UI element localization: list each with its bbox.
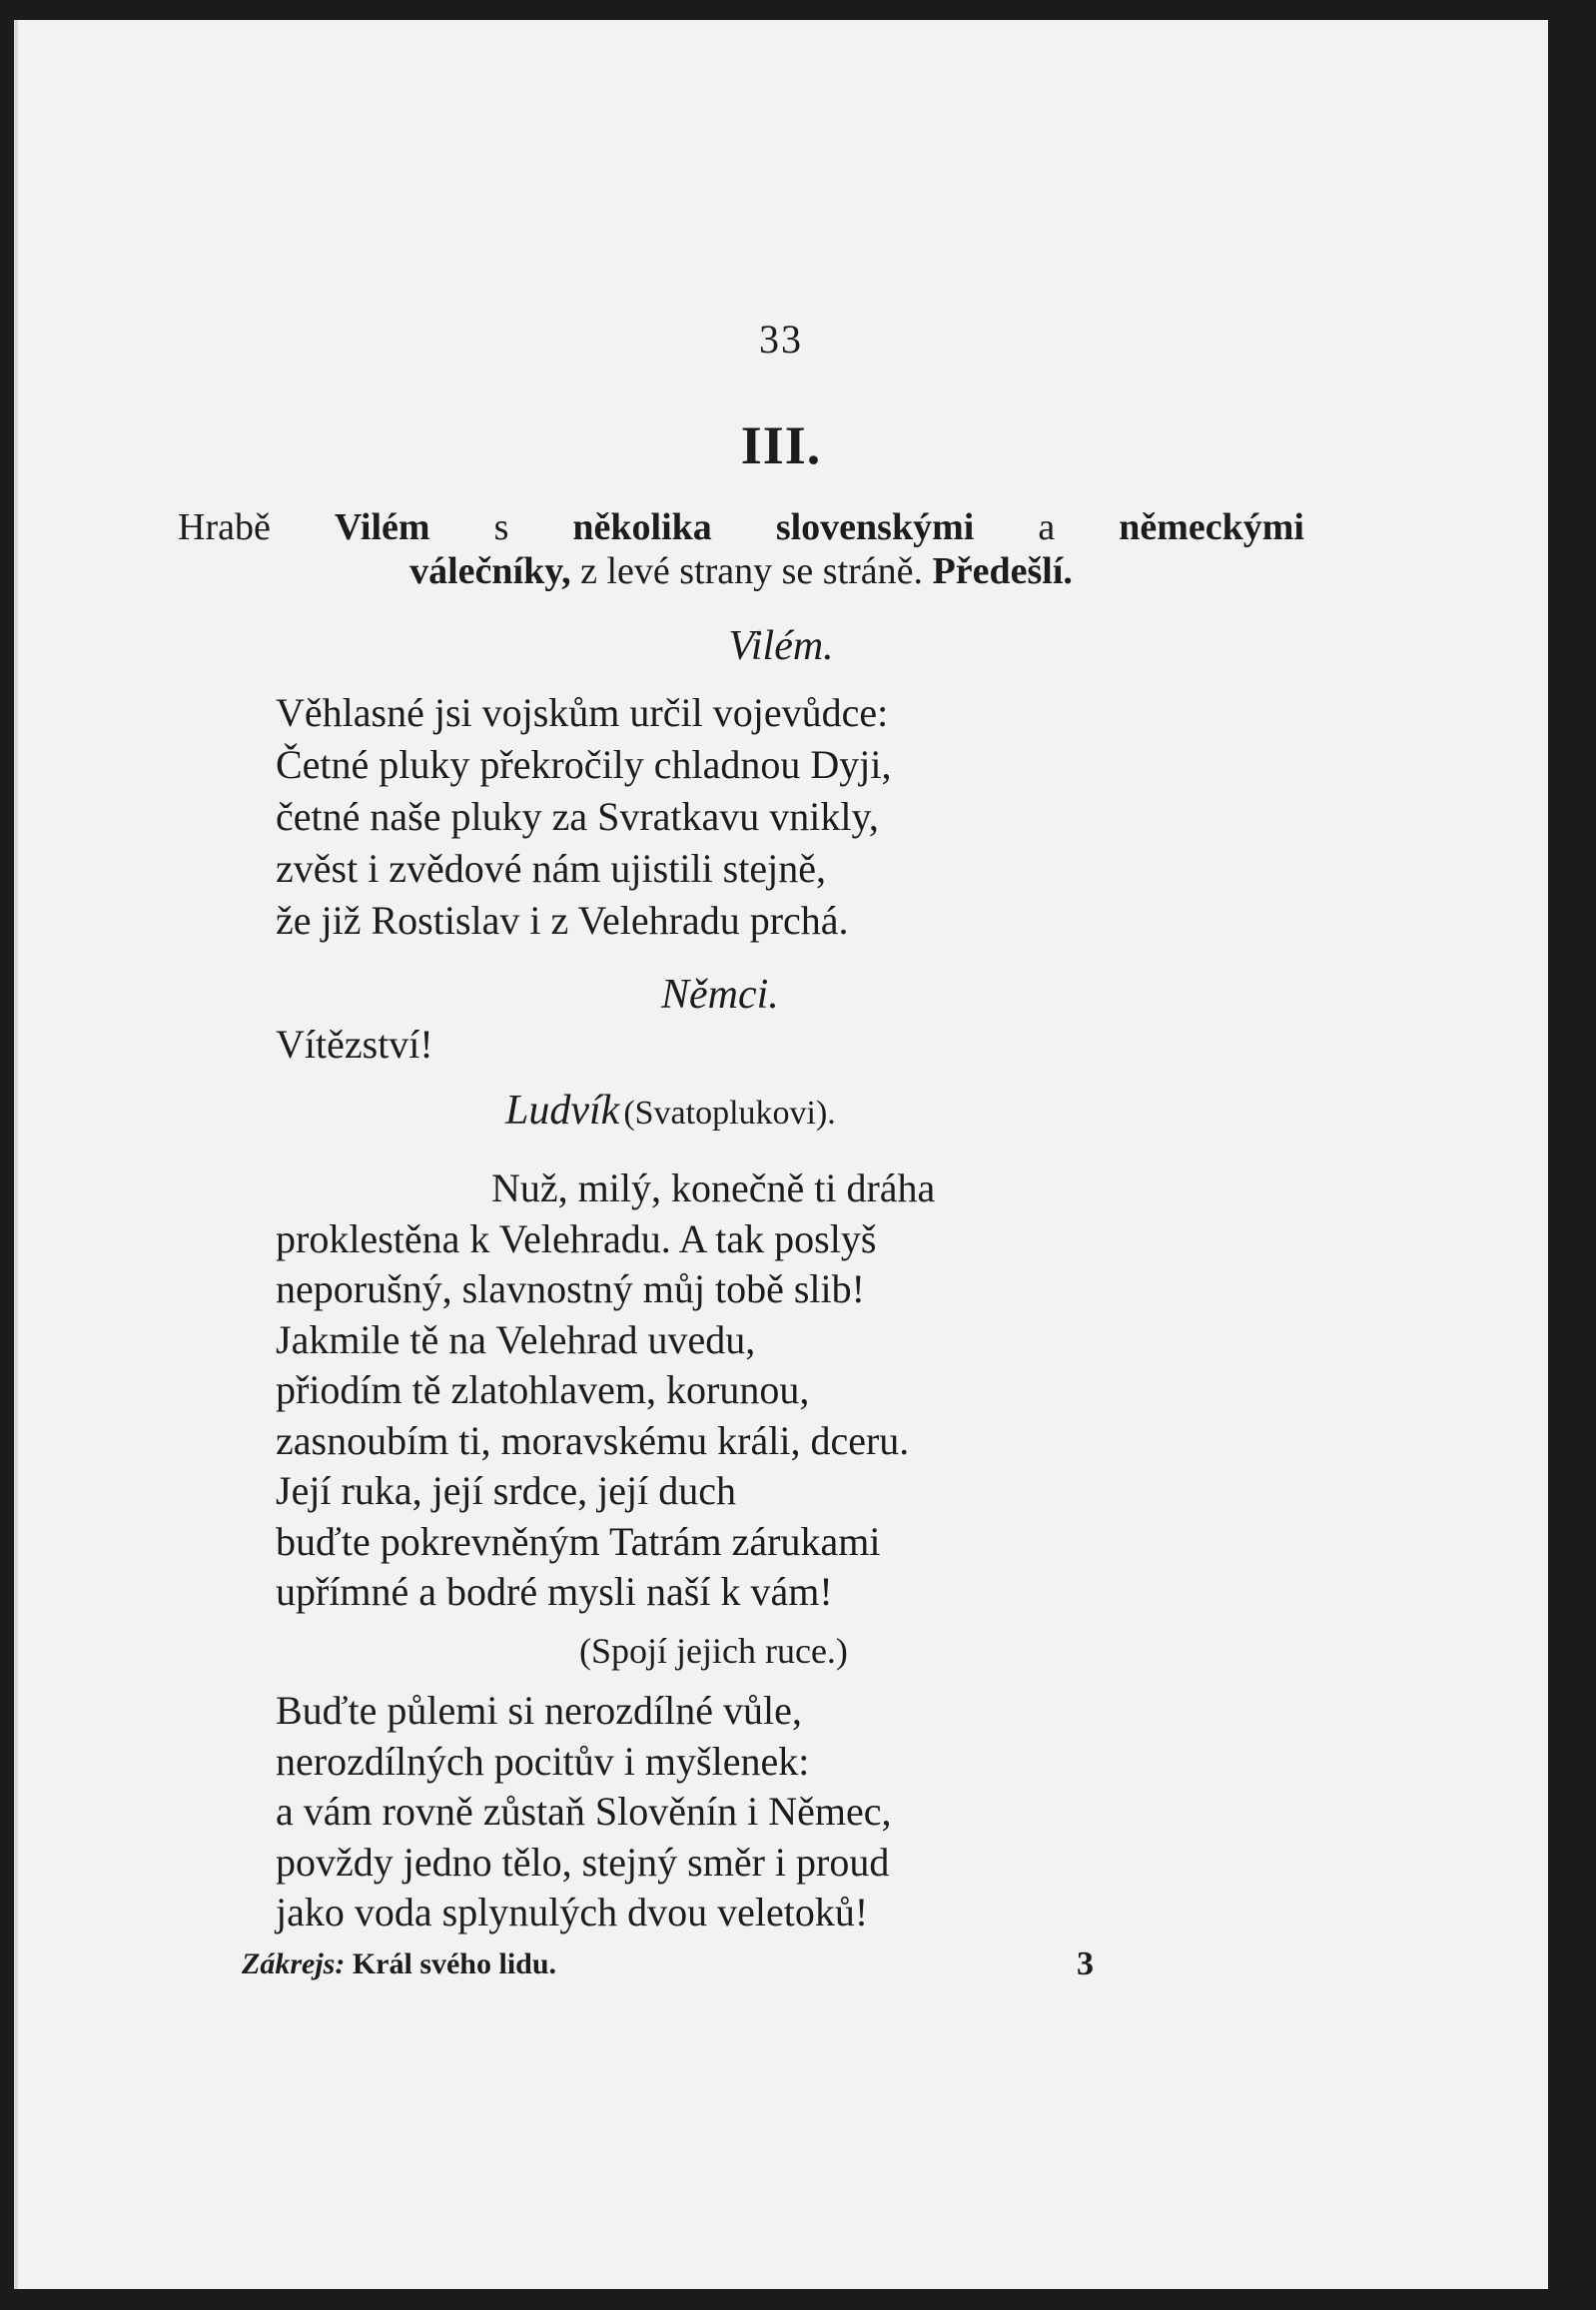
verse-line: jako voda splynulých dvou veletoků!: [276, 1890, 869, 1934]
stage-text: Hrabě: [178, 506, 335, 548]
verse-block: [276, 1163, 935, 1618]
verse-line: neporušný, slavnostný můj tobě slib!: [276, 1266, 865, 1311]
speaker-direction: (Svatoplukovi).: [623, 1095, 836, 1132]
signature-mark: 3: [1077, 1945, 1094, 1982]
stage-direction-line: [178, 549, 1304, 593]
character-name: německými: [1119, 506, 1304, 548]
act-heading: III.: [740, 415, 822, 475]
verse-line: a vám rovně zůstaň Slověnín i Němec,: [276, 1789, 892, 1834]
stage-direction-line: [178, 505, 1304, 549]
verse-block: [276, 1019, 433, 1071]
verse-line: Její ruka, její srdce, její duch: [276, 1468, 736, 1513]
character-name: několika slovenskými: [572, 506, 975, 548]
verse-line: zasnoubím ti, moravskému králi, dceru.: [276, 1417, 910, 1463]
verse-line: upřímné a bodré mysli naší k vám!: [276, 1569, 833, 1614]
verse-block: [276, 1686, 891, 1938]
verse-line: buďte pokrevněným Tatrám zárukami: [276, 1518, 881, 1564]
stage-direction: [178, 505, 1304, 593]
verse-line: Věhlasné jsi vojskům určil vojevůdce:: [276, 690, 889, 735]
verse-block: [276, 687, 892, 947]
footer-title: Král svého lidu.: [345, 1947, 557, 1980]
stage-text: a: [974, 506, 1120, 548]
stage-text: s: [429, 506, 573, 548]
verse-line: zvěst i zvědové nám ujistili stejně,: [276, 846, 826, 891]
footer-author: Zákrejs:: [242, 1947, 346, 1980]
verse-line: proklestěna k Velehradu. A tak poslyš: [276, 1215, 877, 1261]
character-name: Vilém: [334, 506, 430, 548]
verse-line: přiodím tě zlatohlavem, korunou,: [276, 1367, 810, 1412]
footer-signature: [242, 1947, 556, 1981]
speaker-name: Vilém.: [728, 623, 834, 669]
verse-line: Nuž, milý, konečně ti dráha: [491, 1165, 936, 1210]
verse-line: nerozdílných pocitův i myšlenek:: [276, 1738, 810, 1784]
verse-line: Četné pluky překročily chladnou Dyji,: [276, 742, 892, 787]
page-number: 33: [759, 317, 803, 362]
speaker-heading: [505, 1087, 836, 1135]
verse-line: Buďte půlemi si nerozdílné vůle,: [276, 1688, 802, 1733]
speaker-name: Ludvík: [505, 1088, 620, 1134]
verse-line: povždy jedno tělo, stejný směr i proud: [276, 1839, 890, 1885]
stage-text: z levé strany se stráně.: [570, 550, 933, 592]
verse-line: četné naše pluky za Svratkavu vnikly,: [276, 794, 879, 839]
speaker-name: Němci.: [661, 972, 779, 1018]
verse-line: Jakmile tě na Velehrad uvedu,: [276, 1316, 756, 1362]
verse-line: že již Rostislav i z Velehradu prchá.: [276, 898, 849, 943]
inline-stage-direction: (Spojí jejich ruce.): [579, 1631, 848, 1671]
character-name: válečníky,: [409, 550, 571, 592]
character-name: Předešlí.: [932, 550, 1073, 592]
book-page: [14, 20, 1548, 2289]
verse-line: Vítězství!: [276, 1022, 433, 1067]
